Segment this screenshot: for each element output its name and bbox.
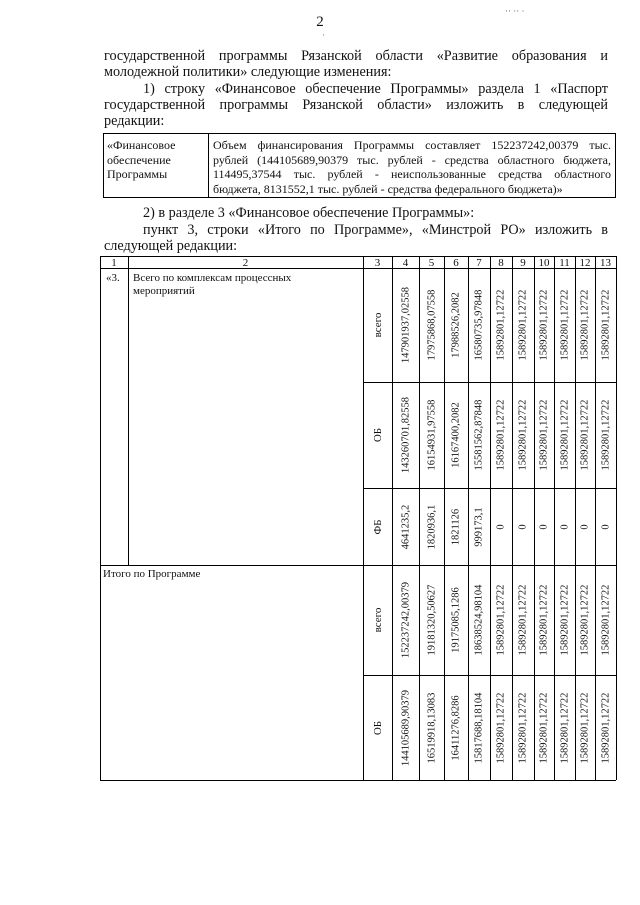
value-cell: 15892801,12722	[600, 692, 611, 763]
value-cell: 17975868,07558	[426, 289, 437, 361]
table-column-line	[419, 256, 420, 780]
value-cell: 144105689,90379	[400, 689, 411, 766]
row-name: Итого по Программе	[103, 568, 201, 580]
scan-artifact: ·	[322, 30, 325, 40]
column-header: 9	[520, 257, 526, 269]
item2-line: 2) в разделе 3 «Финансовое обеспечение Программы»:	[143, 205, 475, 221]
item1-line: 1) строку «Финансовое обеспечение Программы» раздела 1 «Паспорт	[143, 81, 608, 97]
column-header: 7	[476, 257, 482, 269]
value-cell: 152237242,00379	[400, 581, 411, 659]
table-column-line	[534, 256, 535, 780]
column-header: 12	[579, 257, 591, 269]
value-cell: 16167400,2082	[450, 402, 462, 468]
row-name: мероприятий	[133, 285, 195, 297]
sub-row-line	[363, 675, 616, 676]
row-line	[100, 565, 616, 566]
value-cell: 17988526,2082	[450, 292, 462, 358]
item3-line: пункт 3, строки «Итого по Программе», «Минстрой РО» изложить в	[143, 222, 608, 238]
value-cell: 15892801,12722	[559, 399, 570, 471]
column-header: 13	[600, 257, 611, 269]
value-cell: 15892801,12722	[495, 289, 507, 361]
value-cell: 15892801,12722	[559, 692, 570, 763]
passport-label: «Финансовое обеспечение Программы	[107, 138, 176, 181]
value-cell: 15892801,12722	[495, 692, 507, 763]
item1-line: государственной программы Рязанской области» изложить в следующей	[104, 97, 608, 113]
column-header: 3	[374, 257, 381, 269]
table-column-line	[595, 256, 596, 780]
item1-line: редакции:	[104, 113, 165, 129]
value-cell: 15892801,12722	[579, 399, 591, 471]
value-cell: 19175085,1286	[450, 587, 462, 653]
item3-line: следующей редакции:	[104, 238, 238, 254]
table-column-line	[575, 256, 576, 780]
source-label: всего	[371, 607, 384, 633]
source-label: всего	[371, 312, 384, 338]
column-header: 6	[453, 257, 459, 269]
value-cell: 0	[559, 523, 570, 530]
value-cell: 0	[517, 523, 529, 530]
row-name: Всего по комплексам процессных	[133, 272, 292, 284]
value-cell: 1820936,1	[426, 504, 437, 549]
table-column-line	[444, 256, 445, 780]
value-cell: 15892801,12722	[579, 289, 591, 361]
value-cell: 15581562,87848	[473, 399, 485, 471]
value-cell: 0	[495, 523, 507, 530]
table-column-line	[554, 256, 555, 780]
column-header: 10	[538, 257, 550, 269]
page-number: 2	[316, 14, 324, 30]
sub-row-line	[363, 382, 616, 383]
value-cell: 0	[579, 523, 591, 530]
scan-artifact: ·· ·· ·	[505, 6, 525, 16]
column-header: 4	[402, 257, 409, 269]
column-header: 2	[242, 257, 249, 269]
value-cell: 15892801,12722	[579, 584, 591, 656]
table-column-line	[392, 256, 393, 780]
value-cell: 16580735,97848	[473, 289, 485, 361]
value-cell: 15892801,12722	[600, 584, 611, 656]
passport-text: Объем финансирования Программы составляет 152237242,00379 тыс. рублей (144105689,90379 тыс. рублей - средства областного бюджета, 114495,37544 тыс. рублей - неиспользованные средства областного бюджета, 8131552,1 тыс. рублей - средства федерального бюджета)»	[213, 138, 611, 196]
intro-line: государственной программы Рязанской области «Развитие образования и	[104, 48, 608, 64]
table-column-line	[363, 256, 364, 780]
source-label: ФБ	[371, 518, 384, 535]
table-border	[100, 780, 616, 781]
value-cell: 15892801,12722	[559, 584, 570, 656]
table-column-line	[512, 256, 513, 780]
sub-row-line	[363, 488, 616, 489]
column-header: 1	[111, 257, 117, 269]
column-header: 8	[498, 257, 504, 269]
value-cell: 15892801,12722	[600, 399, 611, 471]
table-column-line	[490, 256, 491, 780]
table-column-line	[616, 256, 617, 780]
value-cell: 0	[538, 523, 550, 530]
value-cell: 15892801,12722	[579, 692, 591, 763]
merge-mask	[128, 566, 130, 780]
value-cell: 143260701,82558	[400, 396, 411, 474]
value-cell: 147901937,02558	[400, 286, 411, 364]
value-cell: 15892801,12722	[517, 289, 529, 361]
value-cell: 18638524,98104	[473, 584, 485, 656]
value-cell: 16519918,13083	[426, 692, 437, 763]
value-cell: 999173,1	[473, 506, 485, 547]
value-cell: 15892801,12722	[517, 399, 529, 471]
value-cell: 15892801,12722	[538, 399, 550, 471]
value-cell: 4641235,2	[400, 504, 411, 549]
value-cell: 15892801,12722	[495, 399, 507, 471]
column-header: 11	[559, 257, 570, 269]
value-cell: 1821126	[450, 508, 462, 545]
value-cell: 19181320,50627	[426, 584, 437, 656]
value-cell: 15892801,12722	[559, 289, 570, 361]
table-column-line	[468, 256, 469, 780]
value-cell: 15892801,12722	[538, 584, 550, 656]
value-cell: 15892801,12722	[517, 692, 529, 763]
value-cell: 15892801,12722	[538, 289, 550, 361]
value-cell: 16154931,97558	[426, 399, 437, 471]
table-column-line	[100, 256, 101, 780]
value-cell: 15817688,18104	[473, 692, 485, 763]
value-cell: 15892801,12722	[517, 584, 529, 656]
value-cell: 15892801,12722	[538, 692, 550, 763]
row-number: «3.	[106, 272, 120, 284]
source-label: ОБ	[371, 720, 384, 735]
value-cell: 16411276,8286	[450, 694, 462, 761]
intro-line: молодежной политики» следующие изменения:	[104, 64, 392, 80]
source-label: ОБ	[371, 427, 384, 443]
value-cell: 15892801,12722	[600, 289, 611, 361]
value-cell: 0	[600, 523, 611, 530]
column-header: 5	[428, 257, 435, 269]
value-cell: 15892801,12722	[495, 584, 507, 656]
